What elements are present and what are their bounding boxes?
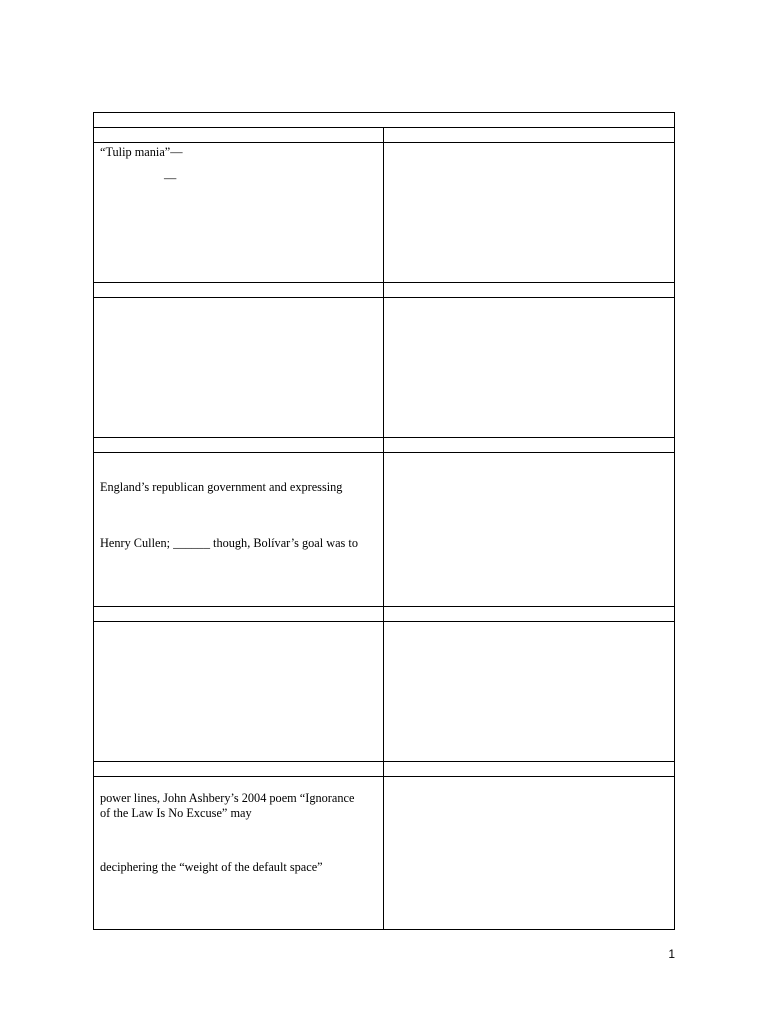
label-cell-right (384, 438, 674, 452)
header-cell-right (384, 128, 674, 142)
cullen-text: Henry Cullen; ______ though, Bolívar’s goal was to (100, 536, 358, 550)
content-row-4 (94, 621, 674, 761)
content-cell-left (94, 453, 384, 606)
label-cell-left (94, 607, 384, 621)
content-cell-right (384, 453, 674, 606)
label-cell-right (384, 762, 674, 776)
content-cell-left (94, 298, 384, 437)
label-cell-left (94, 283, 384, 297)
content-cell-right (384, 298, 674, 437)
label-cell-left (94, 438, 384, 452)
content-cell-left (94, 622, 384, 761)
label-row-3 (94, 437, 674, 452)
content-cell-left (94, 777, 384, 929)
table-header-row (94, 127, 674, 142)
label-row-2 (94, 282, 674, 297)
document-table (93, 112, 675, 930)
label-row-5 (94, 761, 674, 776)
label-row-4 (94, 606, 674, 621)
content-cell-right (384, 622, 674, 761)
label-cell-right (384, 283, 674, 297)
content-cell-right (384, 777, 674, 929)
header-cell-left (94, 128, 384, 142)
table-title-row (94, 113, 674, 127)
em-dash-text: — (164, 171, 177, 185)
content-row-5 (94, 776, 674, 929)
content-cell-right (384, 143, 674, 282)
label-cell-left (94, 762, 384, 776)
deciphering-text: deciphering the “weight of the default space” (100, 860, 323, 874)
england-text: England’s republican government and expressing (100, 480, 343, 494)
label-cell-right (384, 607, 674, 621)
content-row-3 (94, 452, 674, 606)
content-row-2 (94, 297, 674, 437)
ashbery-text-line-1: power lines, John Ashbery’s 2004 poem “Ignorance (100, 791, 355, 805)
ashbery-text-line-2: of the Law Is No Excuse” may (100, 806, 252, 820)
content-row-1 (94, 142, 674, 282)
content-cell-left (94, 143, 384, 282)
title-cell (94, 113, 674, 127)
tulip-mania-text: “Tulip mania”— (100, 145, 183, 159)
page-number: 1 (668, 947, 675, 961)
